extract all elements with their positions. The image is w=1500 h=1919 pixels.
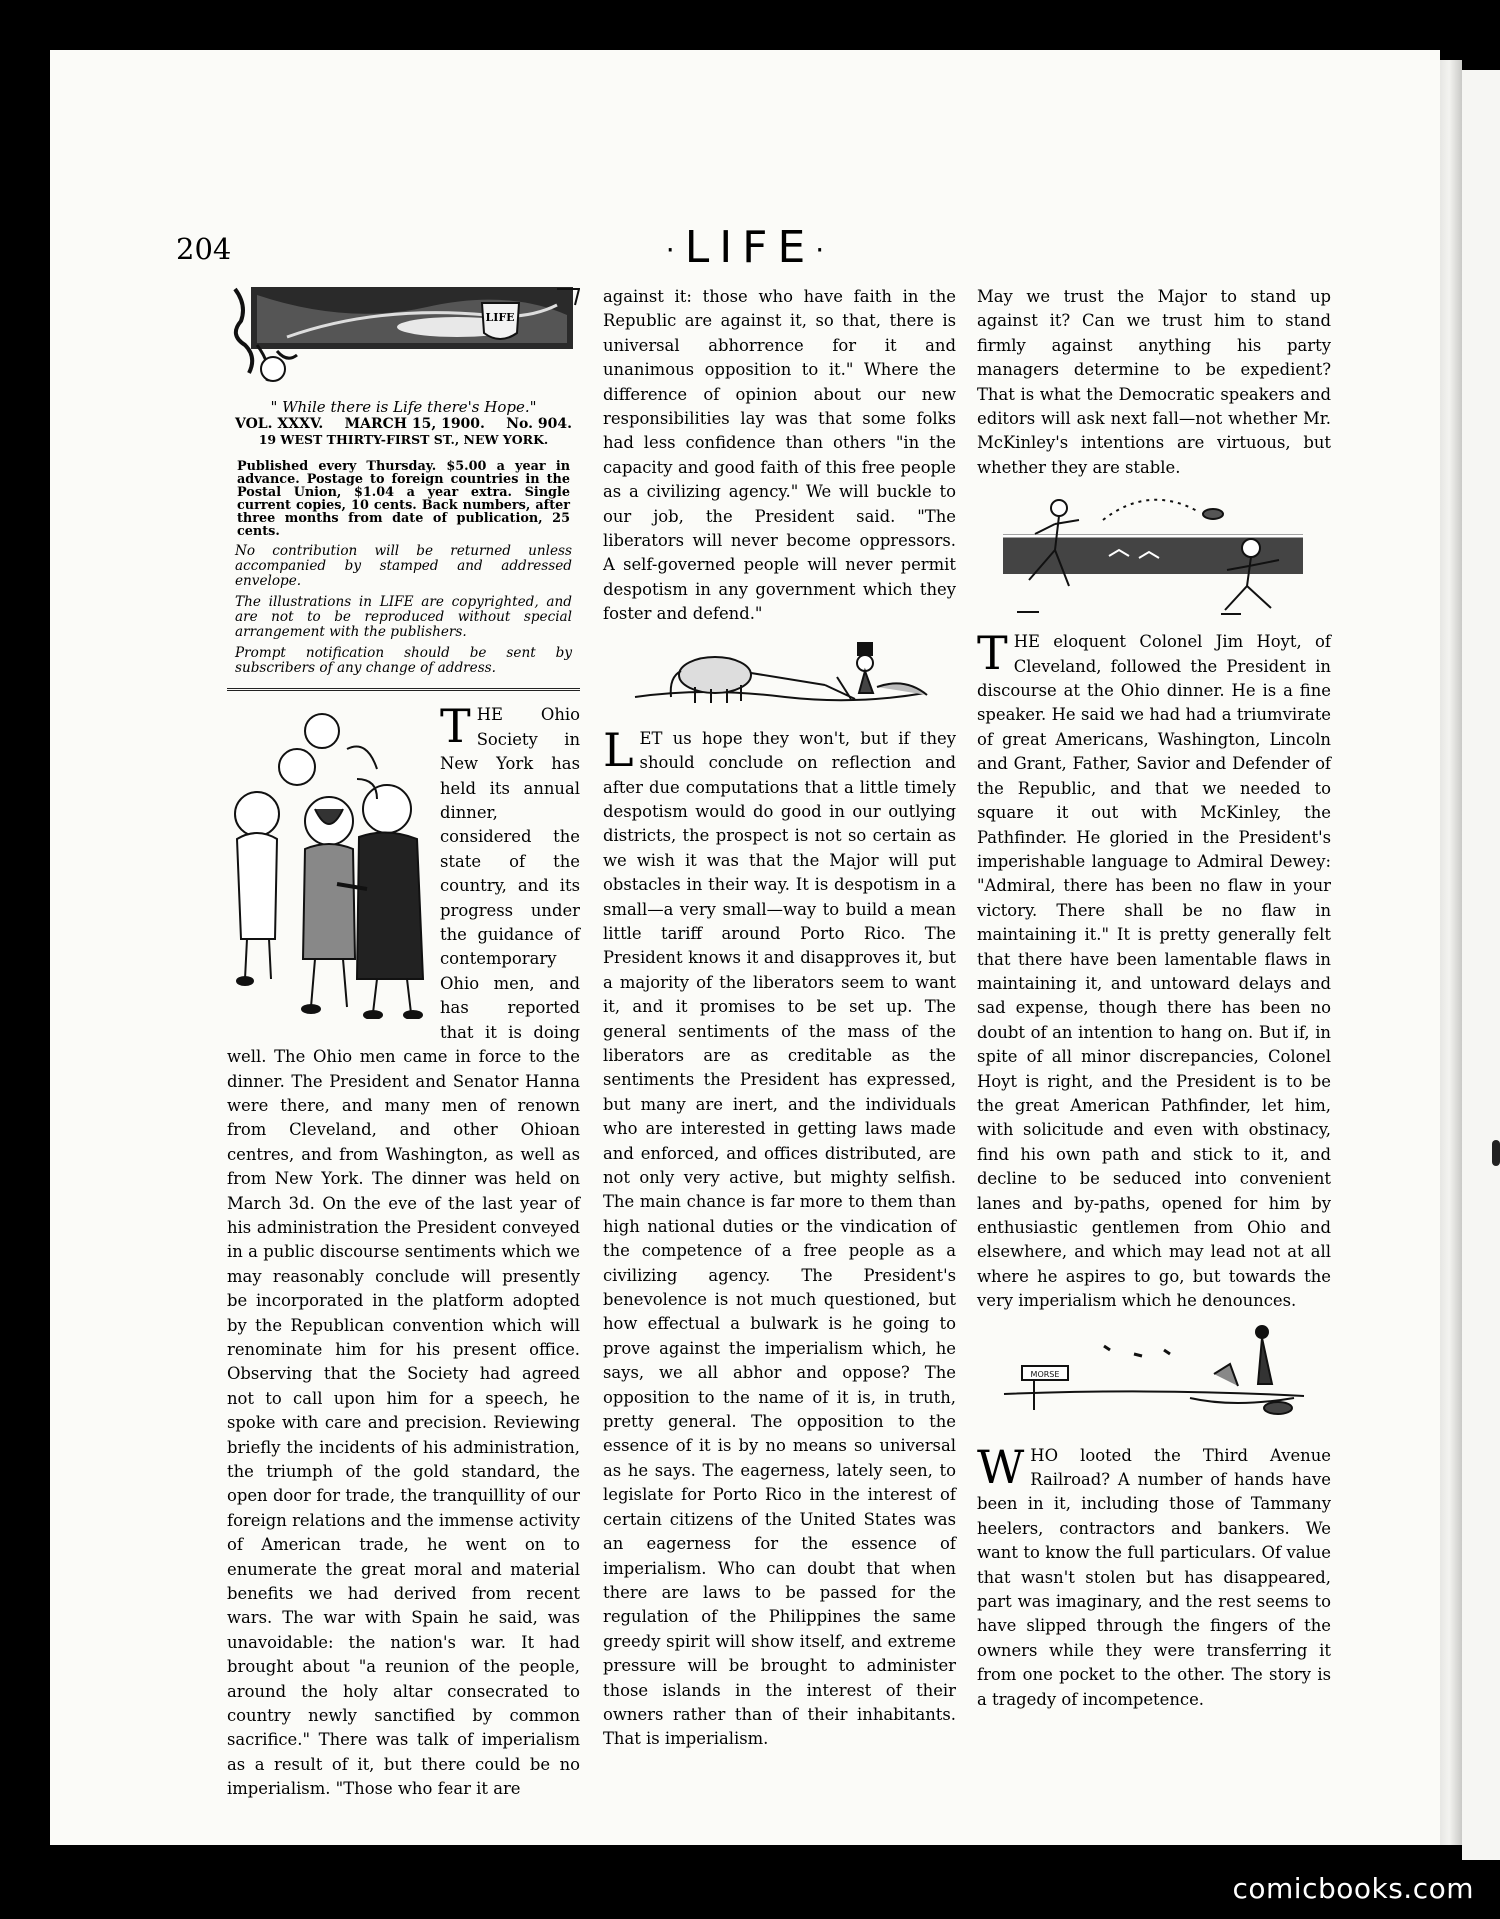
watermark: comicbooks.com (1232, 1872, 1474, 1905)
running-figures-illustration (989, 490, 1319, 620)
plate-lettering: LIFE (485, 311, 515, 324)
publication-info: Published every Thursday. $5.00 a year in advance. Postage to foreign countries in the Postal Union, $1.04 a year extra. Single current copies, 10 cents. Back numbers, after three months from date of publication, 25 cents. (237, 459, 570, 540)
next-page-edge (1462, 70, 1500, 1860)
signpost-illustration (994, 1324, 1314, 1434)
publisher-address: 19 WEST THIRTY-FIRST ST., NEW YORK. (258, 432, 549, 448)
volume-line (227, 416, 580, 432)
header-box (227, 285, 580, 691)
column-1 (227, 285, 580, 1802)
masthead-dot-right: · (815, 233, 835, 267)
article-3-dropcap: T (977, 626, 1008, 681)
masthead (600, 222, 900, 273)
header-rule (227, 688, 580, 691)
next-page-mark (1492, 1140, 1500, 1166)
ohio-dinner-caricature (227, 709, 432, 1019)
masthead-title: LIFE (684, 222, 816, 273)
article-2-body (603, 722, 956, 1752)
issue-date: MARCH 15, 1900. (344, 416, 485, 433)
notice-contributions: No contribution will be returned unless accompanied by stamped and addressed envelope. (235, 543, 572, 590)
article-2-text: ET us hope they won't, but if they should conclude on reflection and after due computations that a little timely despotism would do good in our outlying districts, the prospect is not so certain as we wish it was that the Major will put obstacles in their way. It is despotism in a small—a very small—way to build a mean little tariff around Porto Rico. The President knows it and disapproves it, but a majority of the liberators seem to want it, and it promises to be set up. The general sentiments of the mass of the liberators are as creditable as the sentiments the President has expressed, but many are inert, and the individuals who are interested in getting laws made and enforced, and offices distributed, are not only very active, but mighty selfish. The main chance is far more to them than high national duties or the vindication of the competence of a free people as a civilizing agency. The President's benevolence is not much questioned, but how effectual a bulwark is he going to prove against the imperialism which, he says, we all abhor and oppose? The opposition to the name of it is, in truth, pretty general. The opposition to the essence of it is by no means so universal as he says. The eagerness, lately seen, to legislate for Porto Rico in the interest of certain citizens of the United States was an eagerness for the essence of imperialism. Who can doubt that when there are laws to be passed for the regulation of the Philippines the same greedy spirit will show itself, and extreme pressure will be brought to administer those islands in the interest of their owners rather than of their inhabitants. That is imperialism. (603, 728, 956, 1749)
elephant-plough-illustration (615, 637, 945, 717)
article-1 (227, 699, 580, 1801)
masthead-plate-illustration (227, 285, 580, 385)
article-1-text: HE Ohio Society in New York has held its annual dinner, considered the state of the country, and its progress under the guidance of contemporary Ohio men, and has reported that it is doing well. The Ohio men came in force to the dinner. The President and Senator Hanna were there, and many men of renown from Cleveland, and other Ohioan centres, and from Washington, as well as from New York. The dinner was held on March 3d. On the eve of the last year of his administration the President conveyed in a public discourse sentiments which we may reasonably conclude will presently be incorporated in the platform adopted by the Republican convention which will renominate him for his present office. Observing that the Society had agreed not to call upon him for a speech, he spoke with care and precision. Reviewing briefly the incidents of his administration, the triumph of the gold standard, the open door for trade, the tranquillity of our foreign relations and the immense activity of American trade, he went on to enumerate the great moral and material benefits we had derived from recent wars. The war with Spain he said, was unavoidable: the nation's war. It had brought about "a reunion of the people, around the holy altar consecrated to country newly sanctified by common sacrifice." There was talk of imperialism as a result of it, but there could be no imperialism. "Those who fear it are (227, 705, 580, 1799)
motto: " While there is Life there's Hope." (270, 398, 537, 417)
article-2-dropcap: L (603, 722, 634, 777)
article-4-dropcap: W (977, 1439, 1025, 1494)
article-4-text: HO looted the Third Avenue Railroad? A number of hands have been in it, including those of Tammany heelers, contractors and bankers. We want to know the full particulars. Of value that wasn't stolen but has disappeared, part was imaginary, and the rest seems to have slipped through the fingers of the owners while they were transferring it from one pocket to the other. The story is a tragedy of incompetence. (977, 1445, 1331, 1709)
volume: VOL. XXXV. (235, 416, 324, 433)
notice-address: Prompt notification should be sent by subscribers of any change of address. (235, 645, 572, 677)
page-number: 204 (176, 232, 232, 266)
masthead-dot-left: · (665, 233, 685, 267)
article-4-body (977, 1439, 1331, 1712)
column-2 (603, 285, 956, 1752)
issue-number: No. 904. (506, 416, 572, 433)
article-1-continuation: against it: those who have faith in the Republic are against it, so that, there is universal abhorrence for it and unanimous opposition to it." Where the difference of opinion about our new responsibilities lay was that some folks had less confidence than others "in the capacity and good faith of this free people as a civilizing agency." We will buckle to our job, the President said. "The liberators will never become oppressors. A self-governed people will never permit despotism in any government which they foster and defend." (603, 287, 956, 624)
article-3-text: HE eloquent Colonel Jim Hoyt, of Cleveland, followed the President in discourse at the Ohio dinner. He is a fine speaker. He said we had had a triumvirate of great Americans, Washington, Lincoln and Grant, Father, Savior and Defender of the Republic, and that we needed to square it out with McKinley, the Pathfinder. He gloried in the President's imperishable language to Admiral Dewey: "Admiral, there has been no flaw in your victory. There shall be no flaw in maintaining it." It is pretty generally felt that there have been lamentable flaws in maintaining it, and untoward delays and sad expense, though there has been no doubt of an intention to hang on. But if, in spite of all minor discrepancies, Colonel Hoyt is right, and the President is to be the great American Pathfinder, let him, with solicitude and even with obstinacy, find his own path and stick to it, and decline to be seduced into convenient lanes and by-paths, opened for him by enthusiastic gentlemen from Ohio and elsewhere, and which may lead not at all where he aspires to go, but towards the very imperialism which he denounces. (977, 632, 1331, 1311)
column-3 (977, 285, 1331, 1712)
article-1-dropcap: T (440, 699, 471, 754)
signpost-text: MORSE (1030, 1369, 1060, 1379)
article-3-body (977, 626, 1331, 1313)
notice-copyright: The illustrations in LIFE are copyrighted, and are not to be reproduced without special arrangement with the publishers. (235, 594, 572, 641)
article-2-continuation: May we trust the Major to stand up against it? Can we trust him to stand firmly against anything his party managers determine to be expedient? That is what the Democratic speakers and editors will ask next fall—not whether Mr. McKinley's intentions are virtuous, but whether they are stable. (977, 287, 1331, 477)
